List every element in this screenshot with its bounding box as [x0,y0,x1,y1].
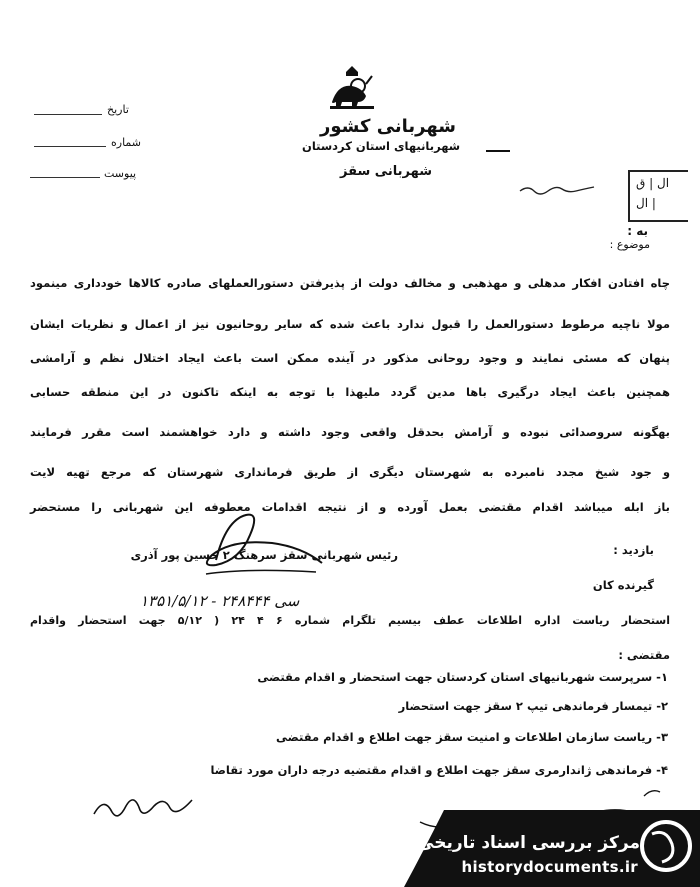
body-line-1: چاه افتادن افکار مدهلی و مهذهبی و مخالف دولت از پذیرفتن دستورالعملهای صادره کالاها خودداری مینمود [30,276,670,290]
attachment-line [30,177,100,178]
recipients-label: گیرنده کان [592,578,654,592]
recipient-label: به : [627,224,648,238]
handwritten-initials-icon [90,790,200,830]
copy-label: بازدید : [613,543,654,557]
distribution-intro: استحضار ریاست اداره اطلاعات عطف بیسیم تلگرام شماره ۶ ۴ ۲۴ ( ۵/۱۲ جهت استحضار واقدام [30,614,671,627]
pen-mark [486,150,510,152]
lion-and-sun-emblem-icon [322,62,382,112]
watermark-url[interactable]: historydocuments.ir [461,858,638,876]
distribution-item-3: ۳- ریاست سازمان اطلاعات و امنیت سقز جهت اطلاع و اقدام مقتضی [276,730,668,744]
number-label: شماره [111,136,142,149]
body-line-4: همچنین باعث ایجاد درگیری باها مدین گردد ملیهذا با توجه به اینکه تاکنون در این منطقه حسابی [30,385,670,399]
organization-title: شهربانی کشور [320,116,456,137]
distribution-heading: مقتضی : [618,648,670,662]
attachment-label: پیوست [104,167,137,180]
stamp-box: ال | ق ال | [628,170,688,222]
organization-subtitle: شهربانیهای استان کردستان [302,139,461,153]
watermark-title: مرکز بررسی اسناد تاریخی [417,833,640,853]
subject-label: موضوع : [609,238,650,251]
handwritten-reference: ۱۳۵۱/۵/۱۲ - ۲۴۸۴۴۴ سی [140,592,300,610]
number-line [34,146,106,147]
body-line-6: و جود شیخ مجدد نامبرده به شهرستان دیگری از طریق فرمانداری شهرستان که مرجع تهیه لایت [30,465,670,479]
date-line [34,114,102,115]
body-line-2: مولا ناچیه مرطوط دستورالعمل را قبول ندارد باعث شده که سایر روحانیون نیز از اعمال و نظریات ایشان [30,317,670,331]
officer-signature-icon [196,500,336,590]
body-line-3: پنهان که مسئی نمایند و وجود روحانی مذکور در آینده ممکن است باعث ایجاد اختلال نظم و آرامشی [30,351,670,365]
body-line-7: باز ابله میباشد اقدام مقتضی بعمل آورده و از نتیجه اقدامات معطوفه این شهربانی را مستحضر [30,500,670,514]
distribution-item-2: ۲- تیمسار فرماندهی تیپ ۲ سقز جهت استحضار [398,699,668,713]
signatory-name: رئیس شهربانی سقز سرهنگ ۲ حسین پور آذری [130,548,398,562]
distribution-item-1: ۱- سرپرست شهربانیهای استان کردستان جهت استحضار و اقدام مقتضی [257,670,668,684]
distribution-item-4: ۴- فرماندهی ژاندارمری سقز جهت اطلاع و اقدام مقتضیه درجه داران مورد تقاضا [210,763,668,777]
issuing-office: شهربانی سقز [340,164,433,179]
body-line-5: بهگونه سروصدائی نبوده و آرامش بحدقل واقعی وجود داشته و دارد خواهشمند است مقرر فرمایند [30,425,670,439]
date-label: تاریخ [107,103,129,116]
handwritten-scribble-icon [518,177,598,201]
